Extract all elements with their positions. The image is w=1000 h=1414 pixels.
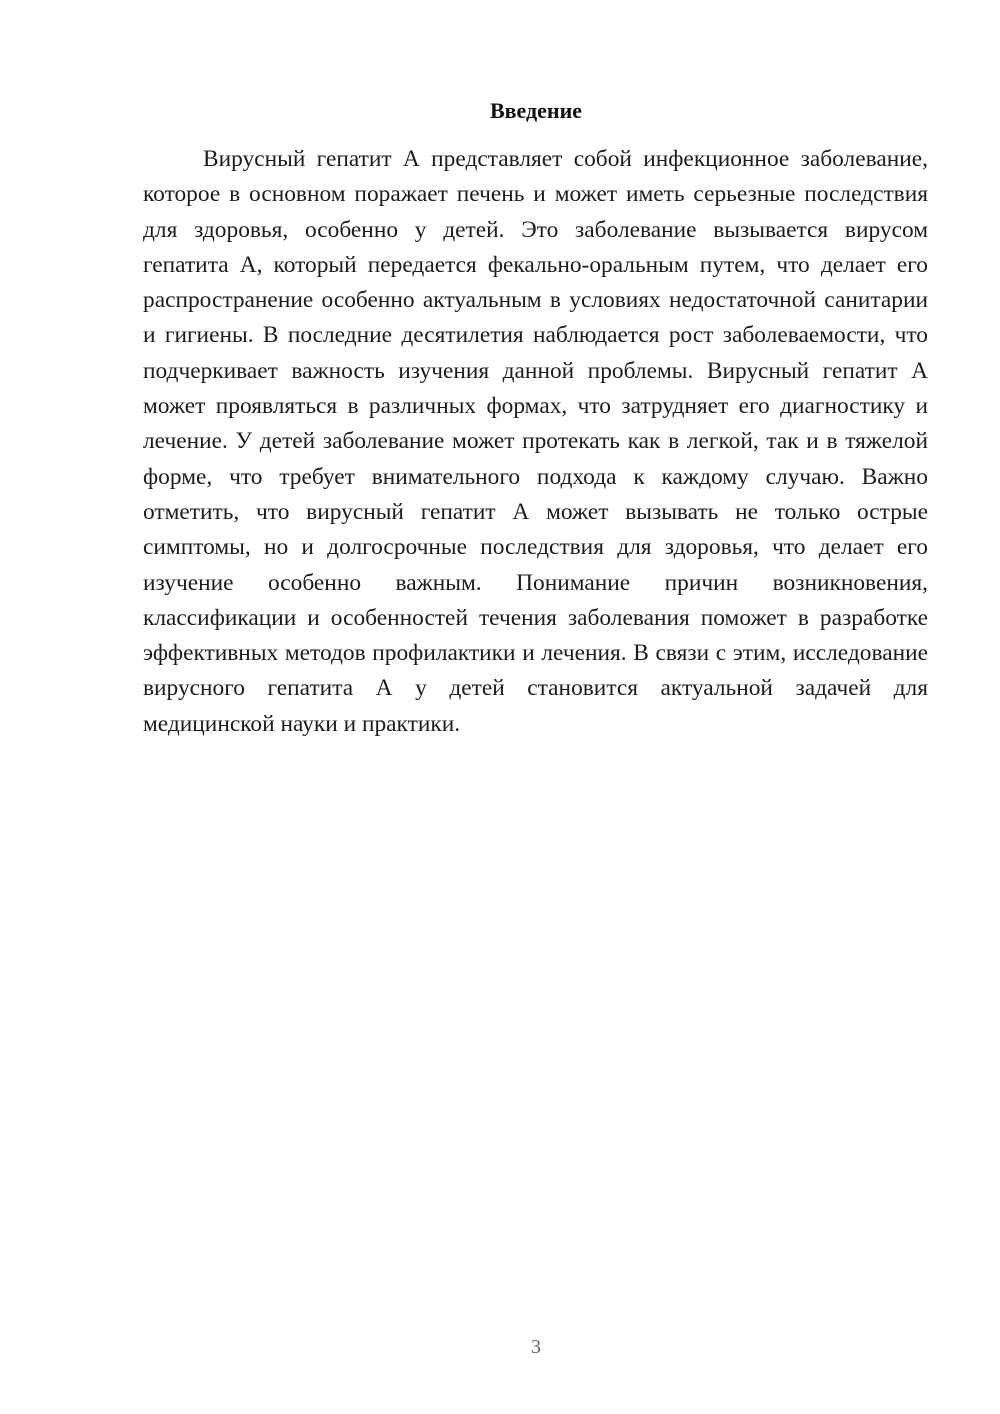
section-heading: Введение (489, 98, 583, 123)
page-number: 3 (531, 1336, 541, 1358)
body-paragraph: Вирусный гепатит А представляет собой инфекционное заболевание, которое в основном поражает печень и может иметь серьезные последствия для здоровья, особенно у детей. Это заболевание вызывается вирусом гепатита А, который передается фекально-оральным путем, что делает его распространение особенно актуальным в условиях недостаточной санитарии и гигиены. В последние десятилетия наблюдается рост заболеваемости, что подчеркивает важность изучения данной проблемы. Вирусный гепатит А может проявляться в различных формах, что затрудняет его диагностику и лечение. У детей заболевание может протекать как в легкой, так и в тяжелой форме, что требует внимательного подхода к каждому случаю. Важно отметить, что вирусный гепатит А может вызывать не только острые симптомы, но и долгосрочные последствия для здоровья, что делает его изучение особенно важным. Понимание причин возникновения, классификации и особенностей течения заболевания поможет в разработке эффективных методов профилактики и лечения. В связи с этим, исследование вирусного гепатита А у детей становится актуальной задачей для медицинской науки и практики. (143, 146, 928, 737)
